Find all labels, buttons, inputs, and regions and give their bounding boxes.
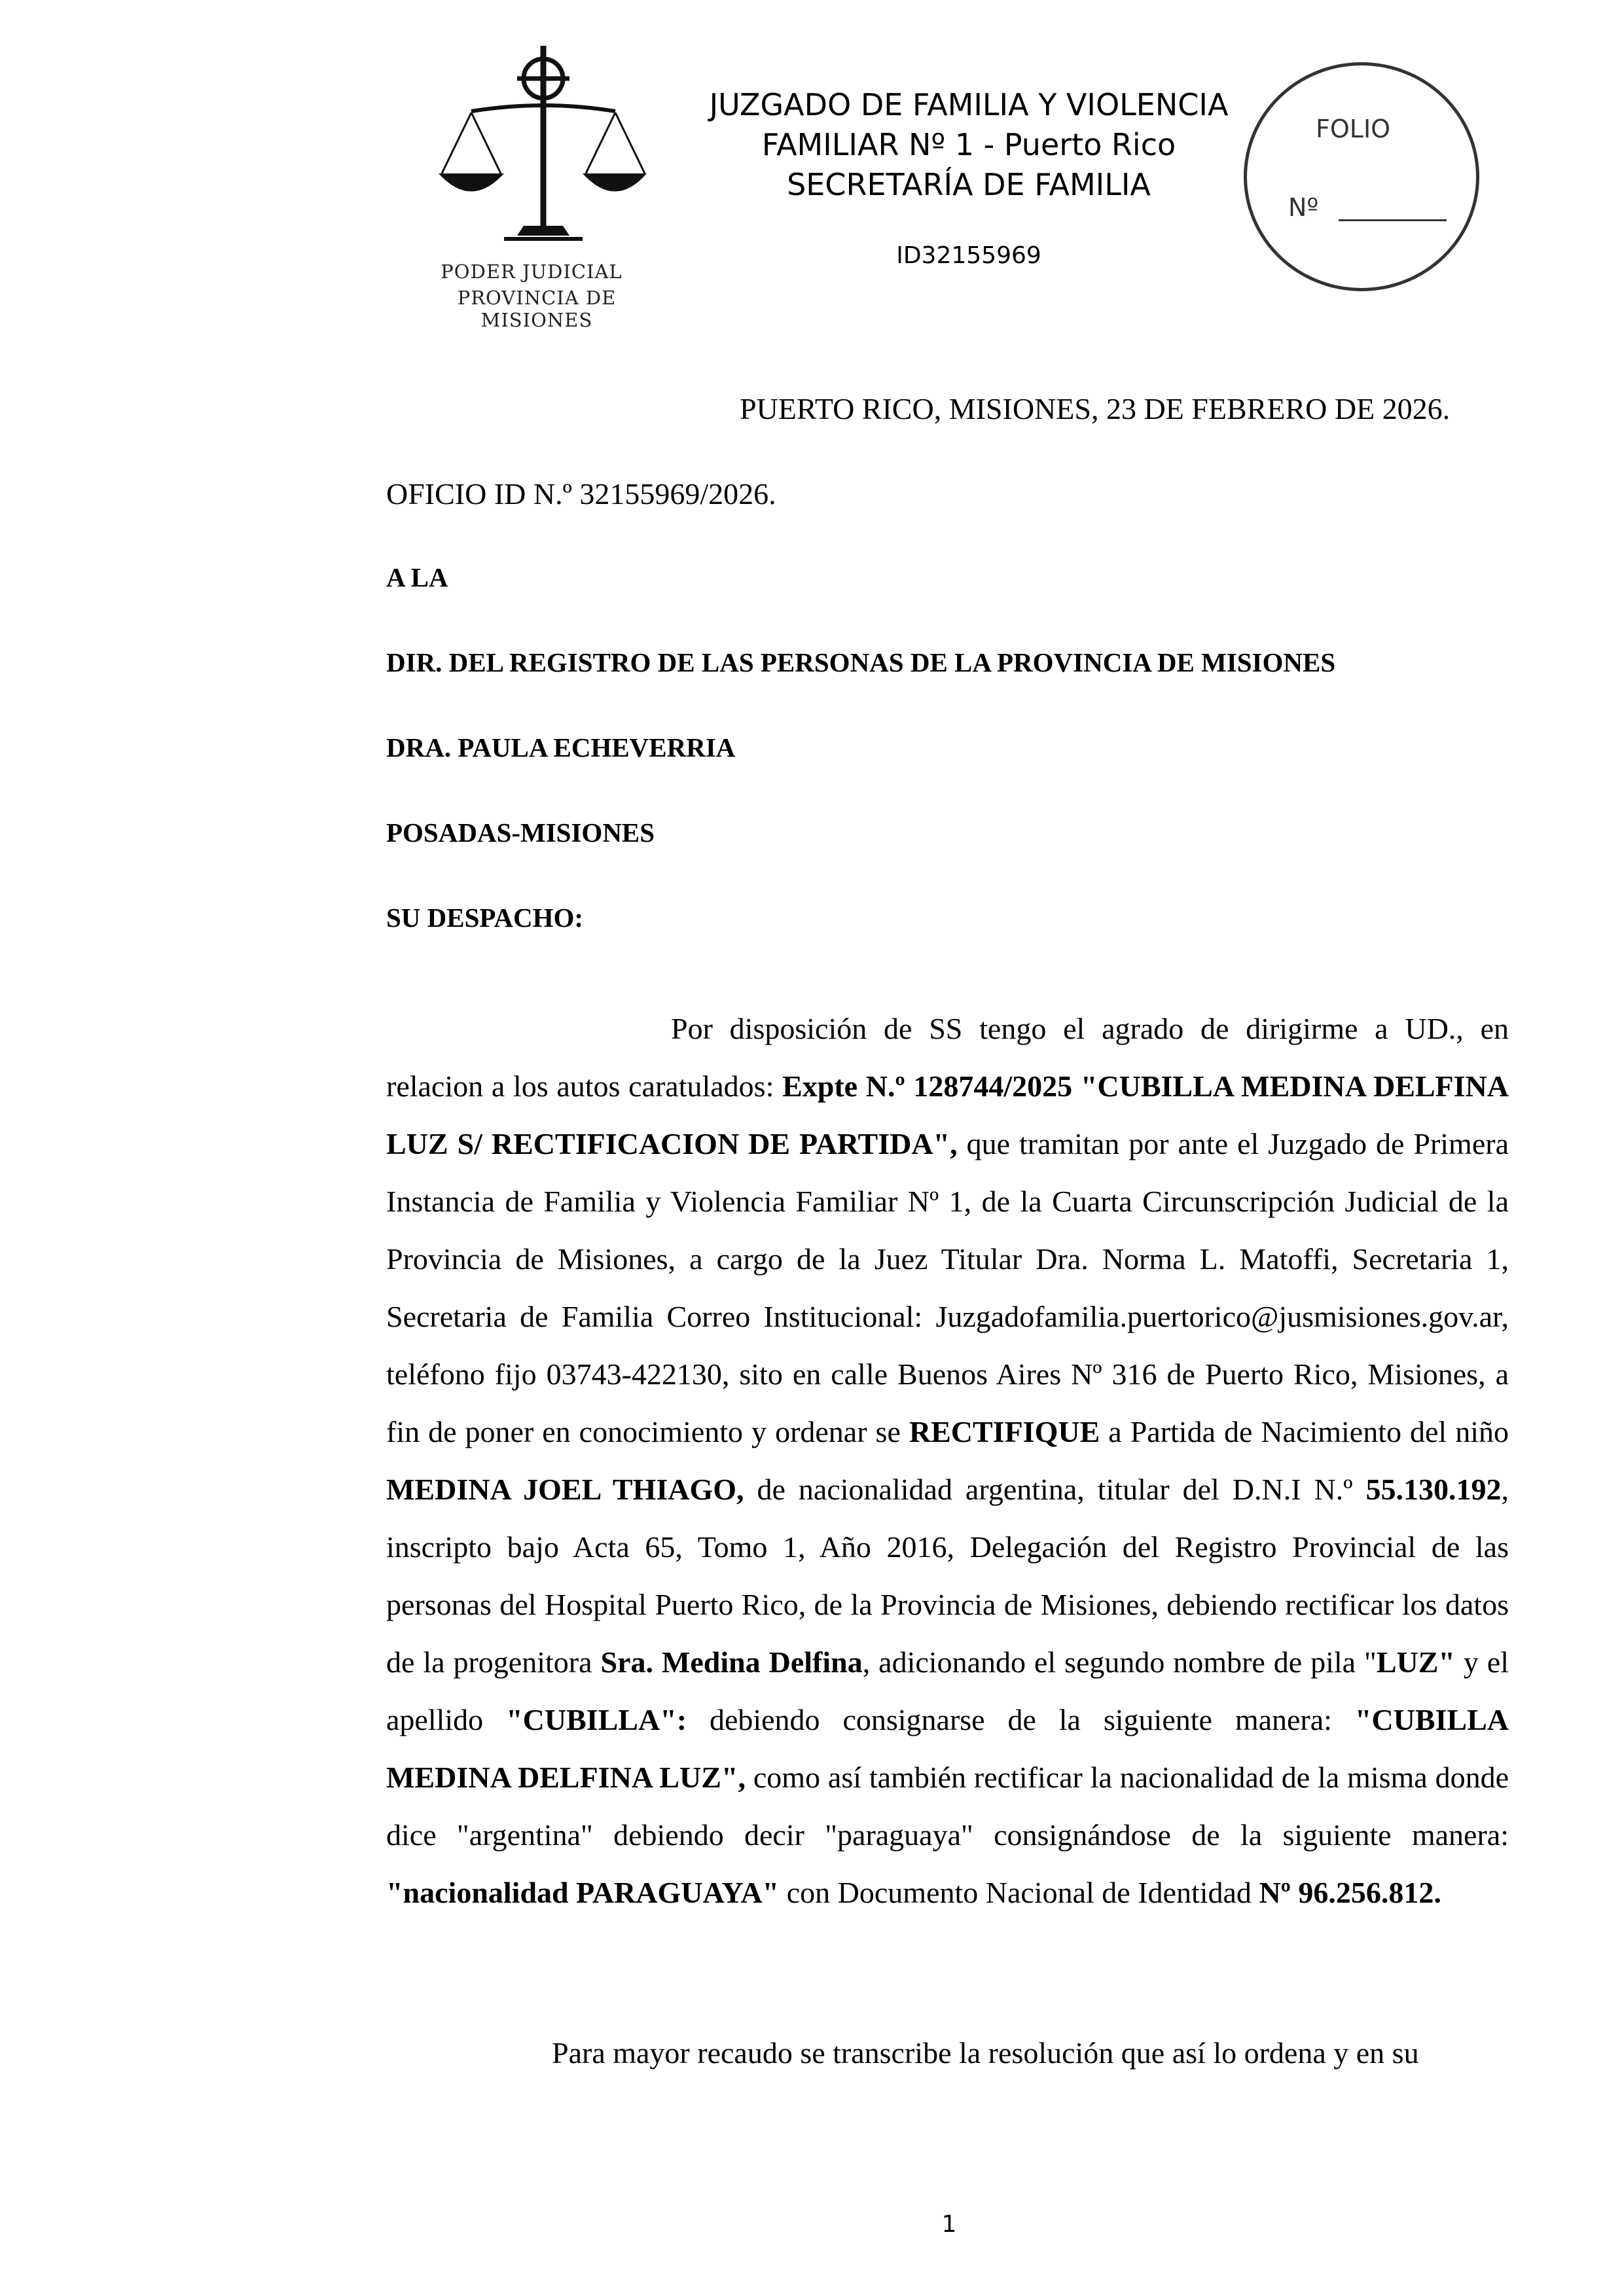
document-id: ID32155969 xyxy=(896,242,1041,269)
case-reference: Expte N.º 128744/2025 "CUBILLA MEDINA DELFINA LUZ S/ RECTIFICACION DE PARTIDA", xyxy=(386,1069,1509,1160)
addressee-office: DIR. DEL REGISTRO DE LAS PERSONAS DE LA PROVINCIA DE MISIONES xyxy=(386,647,1336,677)
letter-body-paragraph xyxy=(386,1000,1509,1922)
child-dni: 55.130.192 xyxy=(1365,1473,1502,1506)
letter-date: PUERTO RICO, MISIONES, 23 DE FEBRERO DE 2026. xyxy=(740,392,1451,425)
body-text: como así también rectificar la nacionalidad de la misma donde dice "argentina" debiendo decir "paraguaya" consignándose de la siguiente manera: xyxy=(386,1761,1509,1852)
corrected-nationality: "nacionalidad PARAGUAYA" xyxy=(386,1876,780,1909)
body-text: Por disposición de SS tengo el agrado de dirigirme a UD., en relacion a los autos caratulados: xyxy=(386,1012,1509,1103)
scales-of-justice-icon xyxy=(425,39,648,249)
added-surname: "CUBILLA": xyxy=(506,1703,687,1736)
addressee-salutation: SU DESPACHO: xyxy=(386,903,584,933)
body-text: , adicionando el segundo nombre de pila " xyxy=(862,1645,1377,1679)
judicial-seal-logo xyxy=(399,39,674,331)
body-text: y el apellido xyxy=(386,1645,1509,1736)
folio-stamp-ring xyxy=(1244,62,1479,291)
child-name: MEDINA JOEL THIAGO, xyxy=(386,1473,744,1506)
mother-document-number: Nº 96.256.812. xyxy=(1259,1876,1441,1909)
seal-line-2: PROVINCIA DE MISIONES xyxy=(457,287,617,331)
mother-name: Sra. Medina Delfina xyxy=(600,1645,863,1679)
court-line-1: JUZGADO DE FAMILIA Y VIOLENCIA xyxy=(709,87,1229,122)
page-number: 1 xyxy=(941,2211,957,2238)
body-text: con Documento Nacional de Identidad xyxy=(779,1876,1259,1909)
body-text: a Partida de Nacimiento del niño xyxy=(1100,1415,1509,1448)
folio-stamp xyxy=(1244,62,1479,291)
addressee-city: POSADAS-MISIONES xyxy=(386,817,655,848)
body-text: debiendo consignarse de la siguiente manera: xyxy=(687,1703,1355,1736)
body-text: , inscripto bajo Acta 65, Tomo 1, Año 2016, Delegación del Registro Provincial de las personas del Hospital Puerto Rico, de la Provincia de Misiones, debiendo rectificar los datos de la progenitora xyxy=(386,1473,1509,1679)
seal-line-1: PODER JUDICIAL xyxy=(441,260,623,283)
order-keyword: RECTIFIQUE xyxy=(909,1415,1100,1448)
court-name xyxy=(681,85,1257,205)
added-first-name: LUZ" xyxy=(1376,1645,1455,1679)
folio-label: FOLIO xyxy=(1316,115,1391,143)
oficio-number: OFICIO ID N.º 32155969/2026. xyxy=(386,477,776,511)
closing-paragraph: Para mayor recaudo se transcribe la resolución que así lo ordena y en su xyxy=(552,2036,1419,2070)
folio-number-blank xyxy=(1339,219,1447,221)
body-text: que tramitan por ante el Juzgado de Primera Instancia de Familia y Violencia Familiar Nº 1, de la Cuarta Circunscripción Judicial de la Provincia de Misiones, a cargo de la Juez Titular Dra. Norma L. Matoffi, Secretaria 1, Secretaria de Familia Correo Institucional: Juzgadofamilia.puertorico@jusmisiones.gov.ar, teléfono fijo 03743-422130, sito en calle Buenos Aires Nº 316 de Puerto Rico, Misiones, a fin de poner en conocimiento y ordenar se xyxy=(386,1127,1509,1448)
corrected-full-name: "CUBILLA MEDINA DELFINA LUZ", xyxy=(386,1703,1509,1794)
folio-number-label: Nº xyxy=(1288,193,1319,222)
body-text: de nacionalidad argentina, titular del D.N.I N.º xyxy=(744,1473,1366,1506)
court-line-2: FAMILIAR Nº 1 - Puerto Rico xyxy=(761,127,1176,162)
court-line-3: SECRETARÍA DE FAMILIA xyxy=(787,167,1151,202)
addressee-to: A LA xyxy=(386,562,448,592)
addressee-person: DRA. PAULA ECHEVERRIA xyxy=(386,732,736,762)
